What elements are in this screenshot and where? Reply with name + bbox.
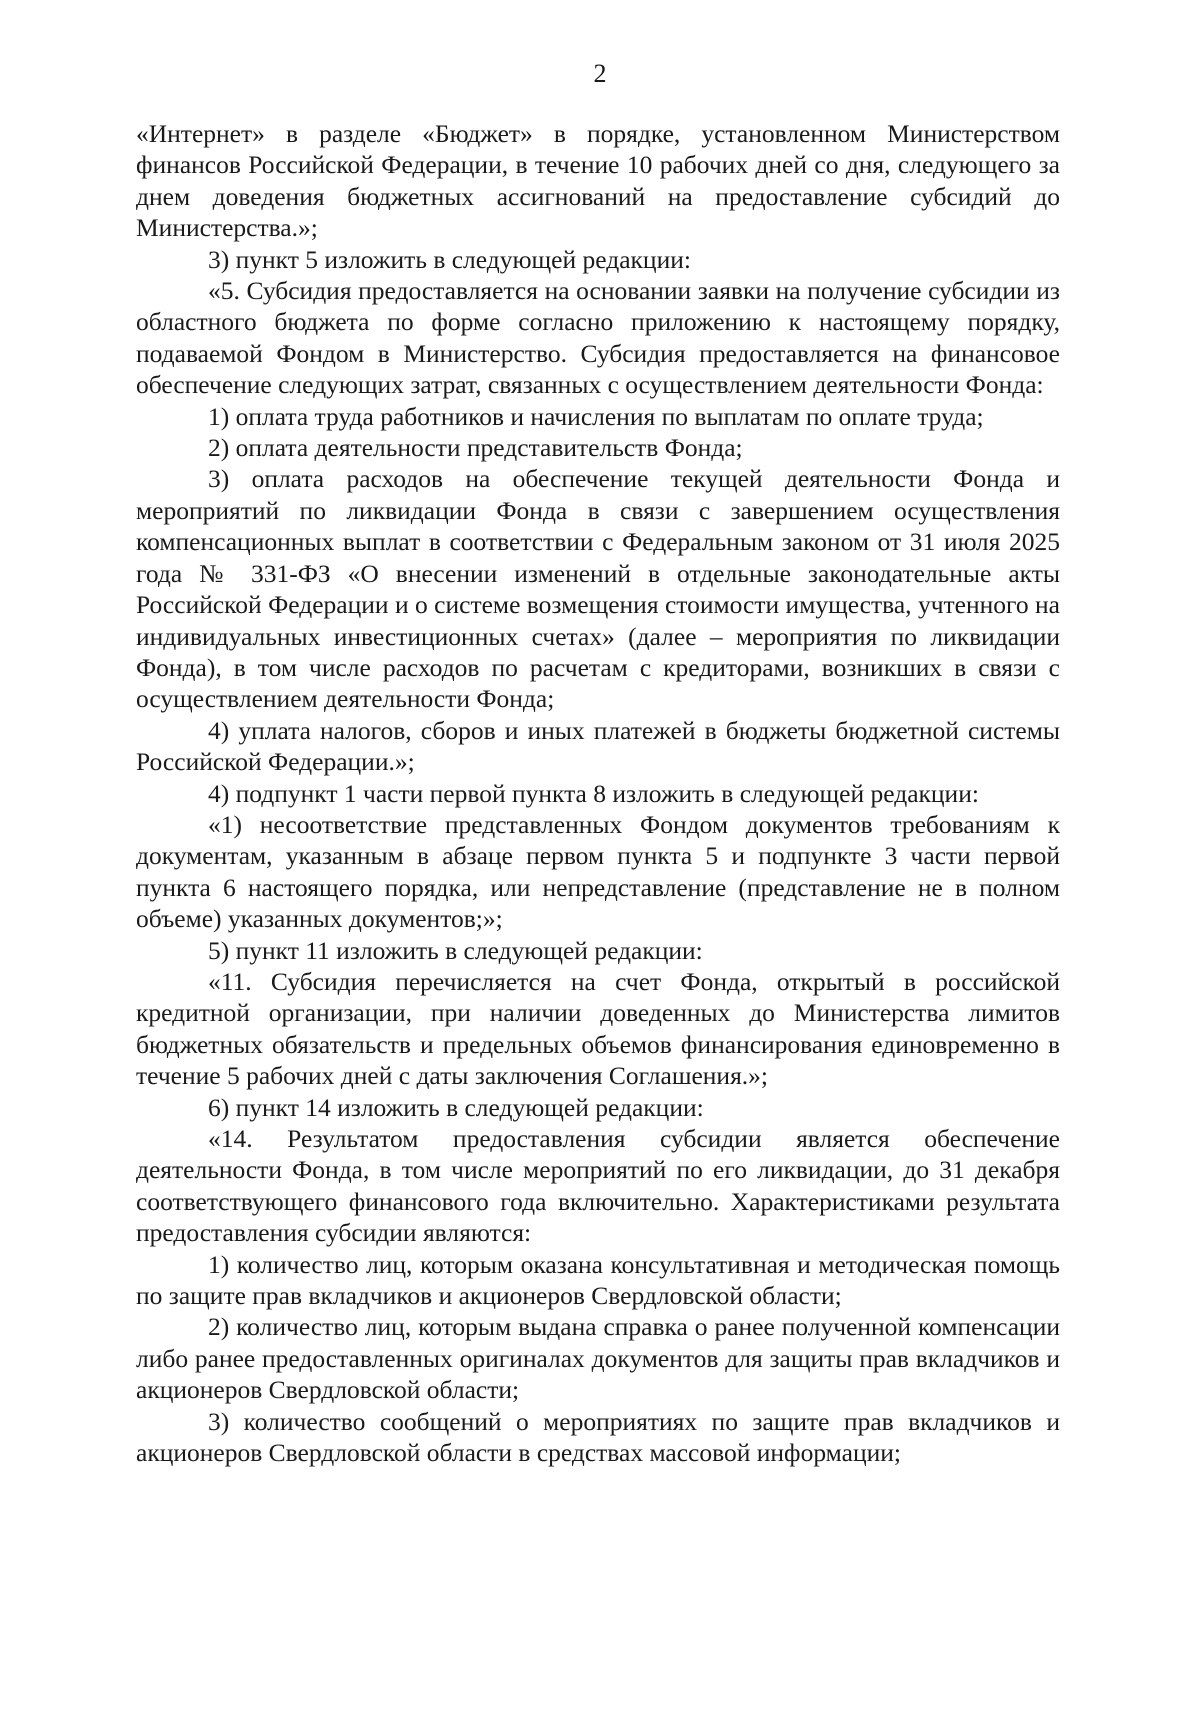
paragraph-amendment-item-4: 4) подпункт 1 части первой пункта 8 изложить в следующей редакции:: [208, 778, 979, 808]
paragraph-amendment-item-3: 3) пункт 5 изложить в следующей редакции:: [208, 244, 691, 274]
paragraph-clause-5-item-2: 2) оплата деятельности представительств Фонда;: [208, 433, 743, 463]
page-number: 2: [593, 59, 607, 88]
paragraph-clause-5: «5. Субсидия предоставляется на основании заявки на получение субсидии из областного бюджета по форме согласно приложению к настоящему порядку, подаваемой Фондом в Министерство. Субсидия предоставляется на финансовое обеспечение следующих затрат, связанных с осуществлением деятельности Фонда:: [136, 276, 1060, 400]
paragraph-clause-14: «14. Результатом предоставления субсидии является обеспечение деятельности Фонда, в том числе мероприятий по его ликвидации, до 31 декабря соответствующего финансового года включительно. Характеристиками результата предоставления субсидии являются:: [136, 1124, 1060, 1248]
document-body: [136, 118, 1060, 1468]
paragraph-amendment-item-6: 6) пункт 14 изложить в следующей редакции:: [208, 1092, 704, 1122]
paragraph-amendment-item-5: 5) пункт 11 изложить в следующей редакции:: [208, 935, 703, 965]
paragraph-clause-14-item-1: 1) количество лиц, которым оказана консультативная и методическая помощь по защите прав вкладчиков и акционеров Свердловской области;: [136, 1249, 1060, 1311]
paragraph-clause-5-item-4: 4) уплата налогов, сборов и иных платежей в бюджеты бюджетной системы Российской Федерации.»;: [136, 715, 1060, 777]
paragraph-clause-11: «11. Субсидия перечисляется на счет Фонда, открытый в российской кредитной организации, при наличии доведенных до Министерства лимитов бюджетных обязательств и предельных объемов финансирования единовременно в течение 5 рабочих дней с даты заключения Соглашения.»;: [136, 966, 1060, 1091]
paragraph-clause-14-item-3: 3) количество сообщений о мероприятиях по защите прав вкладчиков и акционеров Свердловской области в средствах массовой информации;: [136, 1406, 1060, 1468]
paragraph-clause-8-subitem-1: «1) несоответствие представленных Фондом документов требованиям к документам, указанным в абзаце первом пункта 5 и подпункте 3 части первой пункта 6 настоящего порядка, или непредставление (представление не в полном объеме) указанных документов;»;: [136, 809, 1060, 934]
paragraph-continuation: «Интернет» в разделе «Бюджет» в порядке, установленном Министерством финансов Российской Федерации, в течение 10 рабочих дней со дня, следующего за днем доведения бюджетных ассигнований на предоставление субсидий до Министерства.»;: [136, 119, 1060, 243]
paragraph-clause-14-item-2: 2) количество лиц, которым выдана справка о ранее полученной компенсации либо ранее предоставленных оригиналах документов для защиты прав вкладчиков и акционеров Свердловской области;: [136, 1312, 1060, 1405]
paragraph-clause-5-item-3: 3) оплата расходов на обеспечение текущей деятельности Фонда и мероприятий по ликвидации Фонда в связи с завершением осуществления компенсационных выплат в соответствии с Федеральным законом от 31 июля 2025 года № 331-ФЗ «О внесении изменений в отдельные законодательные акты Российской Федерации и о системе возмещения стоимости имущества, учтенного на индивидуальных инвестиционных счетах» (далее – мероприятия по ликвидации Фонда), в том числе расходов по расчетам с кредиторами, возникших в связи с осуществлением деятельности Фонда;: [136, 464, 1060, 714]
paragraph-clause-5-item-1: 1) оплата труда работников и начисления по выплатам по оплате труда;: [208, 401, 984, 431]
